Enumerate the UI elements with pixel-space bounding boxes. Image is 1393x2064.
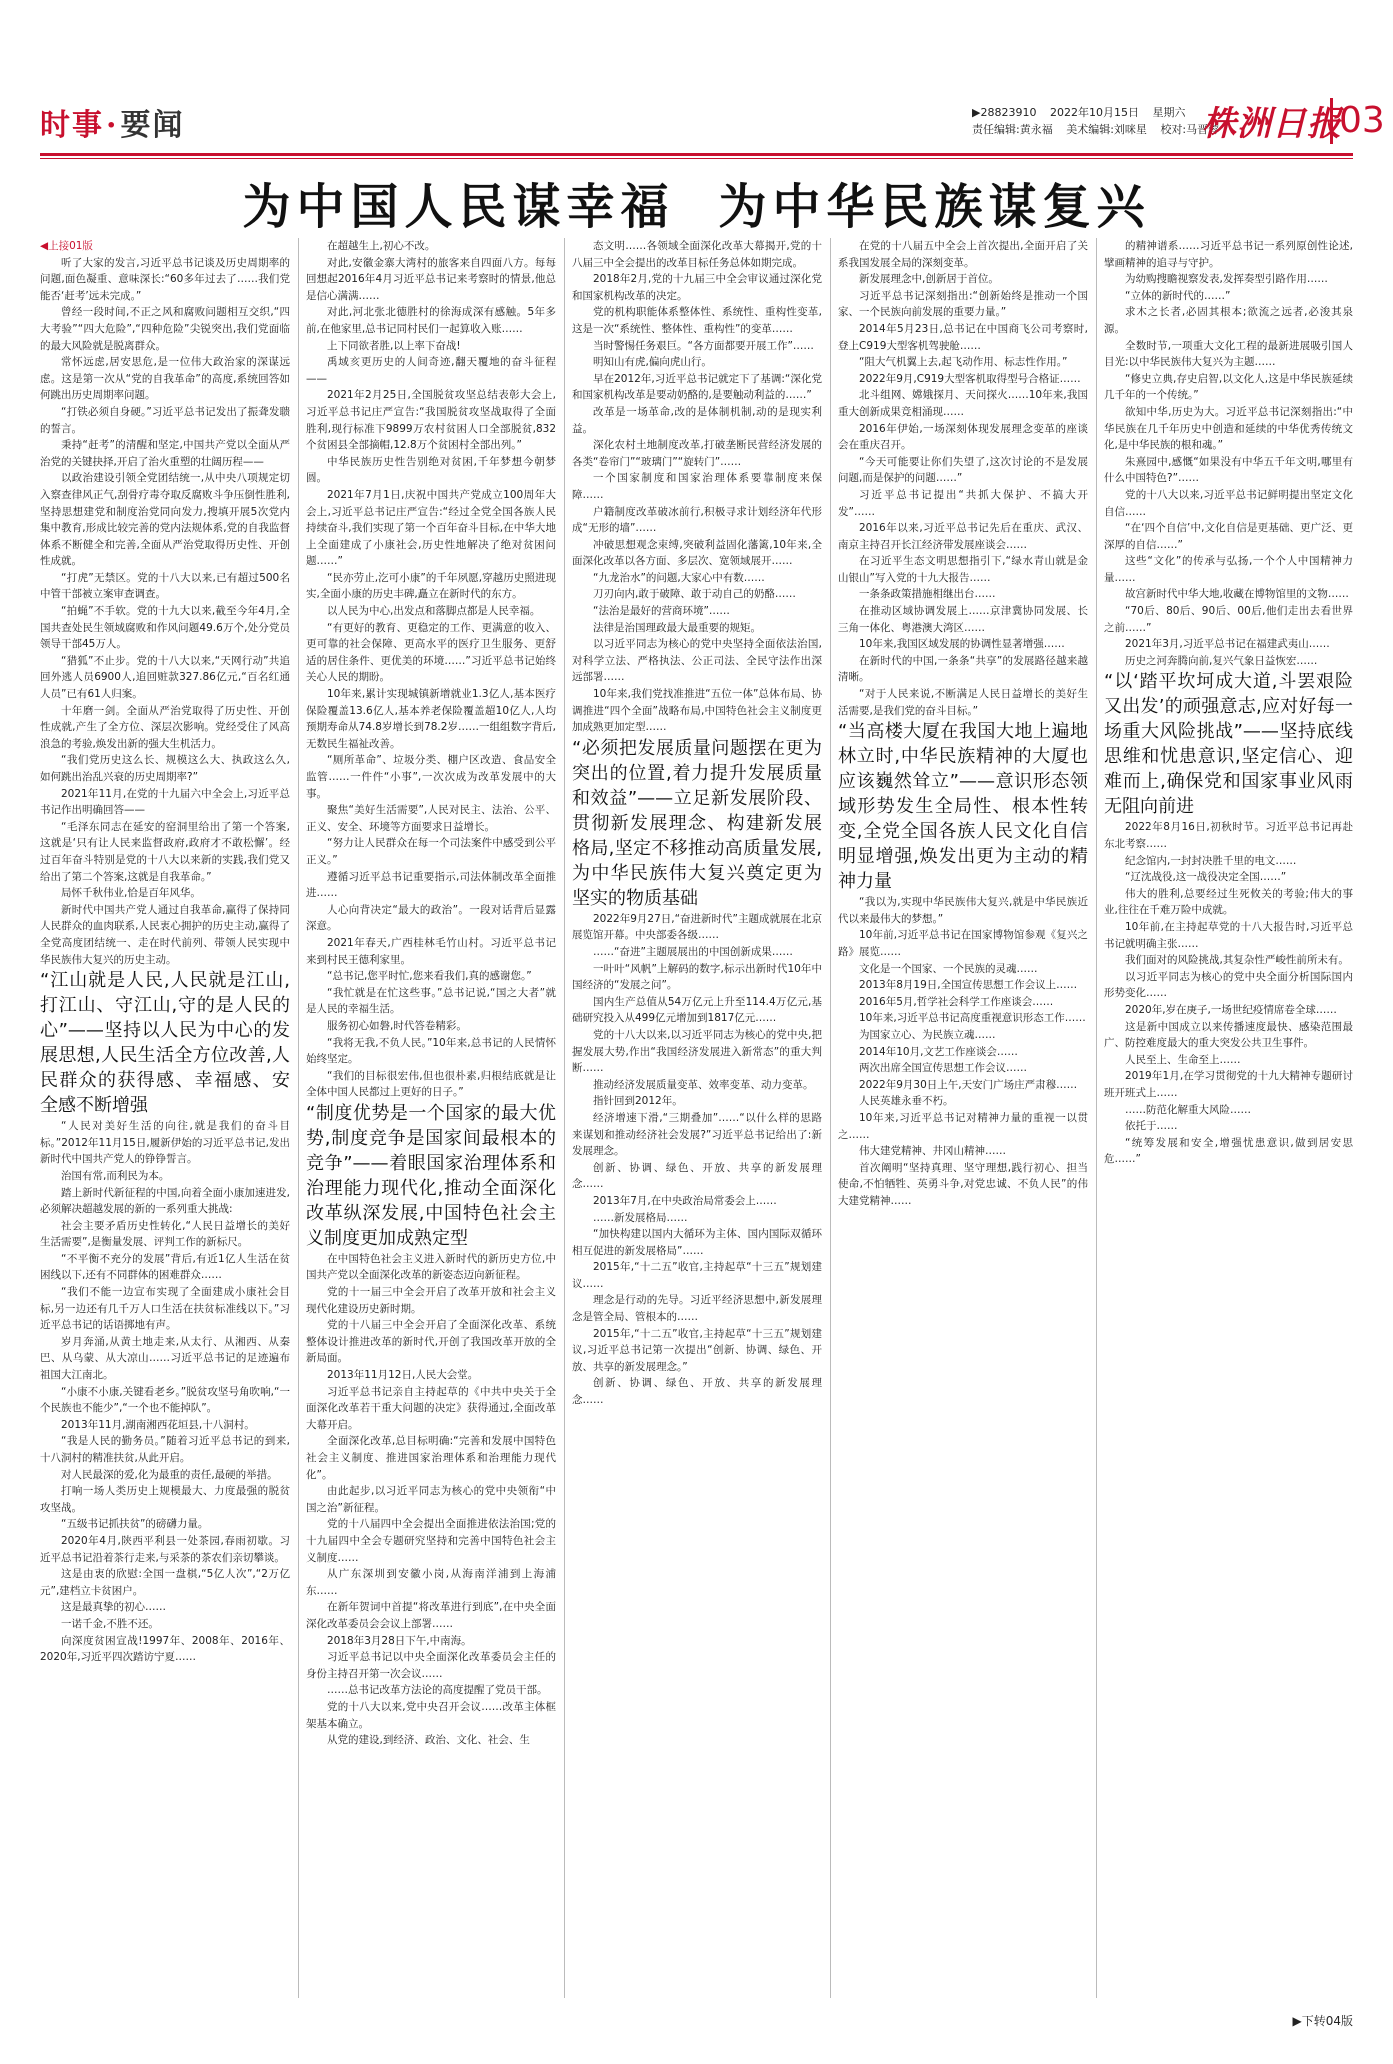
column-5 bbox=[1104, 238, 1353, 1998]
article-paragraph: 2014年5月23日,总书记在中国商飞公司考察时,登上C919大型客机驾驶舱…… bbox=[838, 322, 1088, 352]
article-paragraph: 文化是一个国家、一个民族的灵魂…… bbox=[859, 962, 1038, 975]
header-rule-thin bbox=[40, 158, 1353, 159]
article-paragraph: 当时警惕任务艰巨。“各方面都要开展工作”…… bbox=[593, 339, 814, 352]
column-1 bbox=[40, 238, 290, 1998]
article-paragraph: ……“奋进”主题展展出的中国创新成果…… bbox=[593, 946, 793, 958]
article-paragraph: 户籍制度改革破冰前行,积极寻求计划经济年代形成“无形的墙”…… bbox=[572, 505, 822, 535]
article-paragraph: 2018年2月,党的十九届三中全会审议通过深化党和国家机构改革的决定。 bbox=[572, 273, 822, 302]
article-paragraph: 服务初心如磐,时代答卷精彩。 bbox=[327, 1019, 467, 1032]
article-paragraph: “九龙治水”的问题,大家心中有数…… bbox=[593, 571, 765, 584]
section-title bbox=[40, 100, 184, 144]
article-paragraph: 2020年,岁在庚子,一场世纪疫情席卷全球…… bbox=[1125, 1003, 1337, 1016]
article-paragraph: 曾经一段时间,不正之风和腐败问题相互交织,“四大考验”“四大危险”,“四种危险”尖锐突出,我们党面临的最大风险就是脱离群众。 bbox=[40, 306, 290, 352]
designer: 美术编辑:刘咪星 bbox=[1066, 123, 1147, 136]
article-paragraph: 态文明……各领域全面深化改革大幕揭开,党的十八届三中全会提出的改革目标任务总体如期完成。 bbox=[572, 240, 822, 269]
article-paragraph: 踏上新时代新征程的中国,向着全面小康加速进发,必须解决超越发展的新的一系列重大挑战: bbox=[40, 1186, 290, 1216]
article-paragraph: 遵循习近平总书记重要指示,司法体制改革全面推进…… bbox=[306, 870, 556, 900]
article-paragraph: 上下同欲者胜,以上率下奋战! bbox=[327, 339, 461, 352]
article-paragraph: 向深度贫困宣战!1997年、2008年、2016年、2020年,习近平四次踏访宁夏…… bbox=[40, 1634, 290, 1664]
column-2 bbox=[306, 238, 556, 1998]
article-paragraph: 禹域亥更历史的人间奇迹,翻天覆地的奋斗征程—— bbox=[306, 356, 556, 385]
section-name: 时事 bbox=[40, 108, 104, 143]
article-paragraph: “打铁必须自身硬。”习近平总书记发出了振聋发聩的誓言。 bbox=[40, 405, 290, 435]
section-subheading: “制度优势是一个国家的最大优势,制度竞争是国家间最根本的竞争”——着眼国家治理体系和治理能力现代化,推动全面深化改革纵深发展,中国特色社会主义制度更加成熟定型 bbox=[306, 1102, 556, 1249]
headline-left: 为中国人民谋幸福 bbox=[242, 179, 675, 235]
article-paragraph: 由此起步,以习近平同志为核心的党中央领衔“中国之治”新征程。 bbox=[306, 1485, 556, 1514]
article-paragraph: 冲破思想观念束缚,突破利益固化藩篱,10年来,全面深化改革以各方面、多层次、宽领域展开…… bbox=[572, 538, 822, 568]
article-paragraph: “法治是最好的营商环境”…… bbox=[593, 605, 730, 618]
article-paragraph: ……防范化解重大风险…… bbox=[1125, 1103, 1251, 1116]
article-paragraph: 习近平总书记亲自主持起草的《中共中央关于全面深化改革若干重大问题的决定》获得通过,全面改革大幕开启。 bbox=[306, 1385, 556, 1431]
article-paragraph: 党的机构职能体系整体性、系统性、重构性变革,这是一次“系统性、整体性、重构性”的变革…… bbox=[572, 306, 822, 335]
article-paragraph: 2013年11月,湖南湘西花垣县,十八洞村。 bbox=[61, 1418, 255, 1431]
article-paragraph: “人民对美好生活的向往,就是我们的奋斗目标。”2012年11月15日,履新伊始的习近平总书记,发出新时代中国共产党人的铮铮誓言。 bbox=[40, 1120, 290, 1166]
article-paragraph: 局怀千秋伟业,恰是百年风华。 bbox=[61, 887, 201, 900]
main-headline bbox=[40, 168, 1353, 237]
article-paragraph: “我是人民的勤务员。”随着习近平总书记的到来,十八洞村的精准扶贫,从此开启。 bbox=[40, 1435, 290, 1464]
article-paragraph: 人民至上、生命至上…… bbox=[1125, 1053, 1241, 1066]
article-paragraph: 为国家立心、为民族立魂…… bbox=[859, 1028, 996, 1041]
column-divider bbox=[298, 238, 299, 1998]
phone-number: ▶28823910 bbox=[972, 106, 1037, 119]
article-paragraph: 党的十八大以来,党中央召开会议……改革主体框架基本确立。 bbox=[306, 1700, 556, 1730]
weekday: 星期六 bbox=[1152, 106, 1186, 119]
article-paragraph: “努力让人民群众在每一个司法案件中感受到公平正义。” bbox=[306, 837, 556, 866]
article-paragraph: 党的十八大以来,习近平总书记鲜明提出坚定文化自信…… bbox=[1104, 488, 1353, 518]
article-paragraph: 打响一场人类历史上规模最大、力度最强的脱贫攻坚战。 bbox=[40, 1485, 290, 1514]
article-paragraph: 岁月奔涌,从黄土地走来,从太行、从湘西、从秦巴、从乌蒙、从大凉山……习近平总书记的足迹遍布祖国大江南北。 bbox=[40, 1335, 290, 1382]
article-paragraph: 从党的建设,到经济、政治、文化、社会、生 bbox=[327, 1734, 530, 1747]
article-paragraph: 人心向背决定“最大的政治”。一段对话背后显露深意。 bbox=[306, 903, 556, 933]
article-paragraph: 在新年贺词中首提“将改革进行到底”,在中央全面深化改革委员会会议上部署…… bbox=[306, 1601, 556, 1630]
section-sub: 要闻 bbox=[120, 108, 185, 143]
article-paragraph: 10年前,在主持起草党的十八大报告时,习近平总书记就明确主张…… bbox=[1104, 921, 1353, 950]
article-paragraph: 为幼购搜瞻视察发表,发挥奏型引路作用…… bbox=[1125, 273, 1328, 286]
article-paragraph: 2013年7月,在中央政治局常委会上…… bbox=[593, 1194, 777, 1207]
article-paragraph: 创新、协调、绿色、开放、共享的新发展理念…… bbox=[572, 1161, 822, 1191]
article-paragraph: 一诺千金,不胜不还。 bbox=[61, 1617, 159, 1630]
article-paragraph: “修史立典,存史启智,以文化人,这是中华民族延续几千年的一个传统。” bbox=[1104, 372, 1353, 402]
article-paragraph: “猎狐”不止步。党的十八大以来,“天网行动”共追回外逃人员6900人,追回赃款327.86亿元,“百名红通人员”已有61人归案。 bbox=[40, 654, 290, 701]
article-paragraph: 2018年3月28日下午,中南海。 bbox=[327, 1634, 472, 1647]
article-paragraph: 朱熹园中,感慨“如果没有中华五千年文明,哪里有什么中国特色?”…… bbox=[1104, 455, 1353, 485]
article-paragraph: “毛泽东同志在延安的窑洞里给出了第一个答案,这就是‘只有让人民来监督政府,政府才不敢松懈’。经过百年奋斗特别是党的十八大以来新的实践,我们党又给出了第二个答案,这就是自我革命。” bbox=[40, 820, 290, 883]
article-paragraph: 2016年5月,哲学社会科学工作座谈会…… bbox=[859, 995, 1054, 1008]
article-paragraph: 新发展理念中,创新居于首位。 bbox=[859, 273, 999, 286]
article-paragraph: ……新发展格局…… bbox=[593, 1211, 688, 1224]
article-paragraph: 对人民最深的爱,化为最重的责任,最硬的举措。 bbox=[61, 1468, 278, 1481]
proofreader: 校对:马晋蓉 bbox=[1160, 123, 1220, 136]
article-paragraph: “拍蝇”不手软。党的十九大以来,截至今年4月,全国共查处民生领域腐败和作风问题49.6万个,处分党员领导干部45万人。 bbox=[40, 605, 290, 651]
article-paragraph: 推动经济发展质量变革、效率变革、动力变革。 bbox=[593, 1078, 814, 1091]
article-paragraph: 2019年1月,在学习贯彻党的十九大精神专题研讨班开班式上…… bbox=[1104, 1070, 1353, 1099]
article-paragraph: 在中国特色社会主义进入新时代的新历史方位,中国共产党以全面深化改革的新姿态迈向新征程。 bbox=[306, 1252, 556, 1282]
section-subheading: “必须把发展质量问题摆在更为突出的位置,着力提升发展质量和效益”——立足新发展阶段、贯彻新发展理念、构建新发展格局,坚定不移推动高质量发展,为中华民族伟大复兴奠定更为坚实的物质基础 bbox=[572, 737, 822, 909]
article-paragraph: 在推动区域协调发展上……京津冀协同发展、长三角一体化、粤港澳大湾区…… bbox=[838, 605, 1088, 634]
article-paragraph: 中华民族历史性告别绝对贫困,千年梦想今朝梦圆。 bbox=[306, 455, 556, 485]
article-paragraph: “不平衡不充分的发展”背后,有近1亿人生活在贫困线以下,还有不同群体的困难群众…… bbox=[40, 1252, 290, 1282]
article-paragraph: 以政治建设引领全党团结统一,从中央八项规定切入察查律风正气,刮骨疗毒夺取反腐败斗争压倒性胜利,坚持思想建党和制度治党同向发力,搜填开展5次党内集中教育,形成比较完善的党内法规体系,党的自我监督体系不断健全和完善,全面从严治党取得历史性、开创性成就。 bbox=[40, 472, 290, 568]
article-paragraph: 国内生产总值从54万亿元上升至114.4万亿元,基础研究投入从499亿元增加到1817亿元…… bbox=[572, 995, 822, 1025]
article-paragraph: 对此,河北张北德胜村的徐海成深有感触。5年多前,在他家里,总书记同村民们一起算收入账…… bbox=[306, 306, 556, 335]
article-paragraph: 故宫新时代中华大地,收藏在博物馆里的文物…… bbox=[1125, 588, 1349, 601]
article-paragraph: 理念是行动的先导。习近平经济思想中,新发展理念是管全局、管根本的…… bbox=[572, 1294, 822, 1324]
article-paragraph: 我们面对的风险挑战,其复杂性严峻性前所未有。 bbox=[1125, 954, 1349, 967]
article-paragraph: “厕所革命”、垃圾分类、棚户区改造、食品安全监管……一件件“小事”,一次次成为改革发展中的大事。 bbox=[306, 754, 556, 800]
article-paragraph: 2022年9月27日,“奋进新时代”主题成就展在北京展览馆开幕。中央部委各级…… bbox=[572, 912, 822, 942]
article-paragraph: 这是由衷的欣慰:全国一盘棋,“5亿人次”,“2万亿元”,建档立卡贫困户。 bbox=[40, 1568, 290, 1597]
article-paragraph: “我们党历史这么长、规模这么大、执政这么久,如何跳出治乱兴衰的历史周期率?” bbox=[40, 754, 290, 783]
article-paragraph: 10年来,习近平总书记高度重视意识形态工作…… bbox=[859, 1012, 1086, 1025]
article-paragraph: 早在2012年,习近平总书记就定下了基调:“深化党和国家机构改革是要动奶酪的,是要触动利益的……” bbox=[572, 372, 822, 402]
article-paragraph: “我忙就是在忙这些事。”总书记说,“国之大者”就是人民的幸福生活。 bbox=[306, 986, 556, 1016]
article-paragraph: 2015年,“十二五”收官,主持起草“十三五”规划建议,习近平总书记第一次提出“创新、协调、绿色、开放、共享的新发展理念。” bbox=[572, 1327, 822, 1373]
section-subheading: “当高楼大厦在我国大地上遍地林立时,中华民族精神的大厦也应该巍然耸立”——意识形态领域形势发生全局性、根本性转变,全党全国各族人民文化自信明显增强,焕发出更为主动的精神力量 bbox=[838, 721, 1088, 893]
article-paragraph: 历史之河奔腾向前,复兴气象日益恢宏…… bbox=[1125, 654, 1318, 667]
article-paragraph: 的精神谱系……习近平总书记一系列原创性论述,擘画精神的追寻与守护。 bbox=[1104, 240, 1353, 269]
article-paragraph: 习近平总书记深刻指出:“创新始终是推动一个国家、一个民族向前发展的重要力量。” bbox=[838, 289, 1088, 319]
article-paragraph: 从广东深圳到安徽小岗,从海南洋浦到上海浦东…… bbox=[306, 1568, 556, 1597]
article-paragraph: 2021年春天,广西桂林毛竹山村。习近平总书记来到村民王德利家里。 bbox=[306, 936, 556, 966]
article-paragraph: 伟大建党精神、井冈山精神…… bbox=[859, 1145, 1006, 1158]
article-paragraph: 这些“文化”的传承与弘扬,一个个人中国精神力量…… bbox=[1104, 555, 1353, 584]
article-paragraph: 社会主要矛盾历史性转化,“人民日益增长的美好生活需要”,是衡量发展、评判工作的新标尺。 bbox=[40, 1219, 290, 1249]
article-paragraph: “有更好的教育、更稳定的工作、更满意的收入、更可靠的社会保障、更高水平的医疗卫生服务、更舒适的居住条件、更优美的环境……”习近平总书记始终关心人民的期盼。 bbox=[306, 621, 556, 684]
article-paragraph: 全面深化改革,总目标明确:“完善和发展中国特色社会主义制度、推进国家治理体系和治理能力现代化”。 bbox=[306, 1435, 556, 1481]
article-paragraph: “对于人民来说,不断满足人民日益增长的美好生活需要,是我们党的奋斗目标。” bbox=[838, 688, 1088, 717]
article-paragraph: 法律是治国理政最大最重要的规矩。 bbox=[593, 621, 761, 634]
section-subheading: “以‘踏平坎坷成大道,斗罢艰险又出发’的顽强意志,应对好每一场重大风险挑战”——坚持底线思维和忧患意识,坚定信心、迎难而上,确保党和国家事业风雨无阻向前进 bbox=[1104, 671, 1353, 818]
article-paragraph: “我们的目标很宏伟,但也很朴素,归根结底就是让全体中国人民都过上更好的日子。” bbox=[306, 1069, 556, 1099]
article-paragraph: 十年磨一剑。全面从严治党取得了历史性、开创性成就,产生了全方位、深层次影响。党经受住了风高浪急的考验,焕发出新的强大生机活力。 bbox=[40, 704, 290, 750]
article-paragraph: 全数时节,一项重大文化工程的最新进展吸引国人目光:以中华民族伟大复兴为主题…… bbox=[1104, 339, 1353, 369]
article-paragraph: 欲知中华,历史为大。习近平总书记深刻指出:“中华民族在几千年历史中创造和延续的中华优秀传统文化,是中华民族的根和魂。” bbox=[1104, 405, 1353, 452]
article-paragraph: 10年前,习近平总书记在国家博物馆参观《复兴之路》展览…… bbox=[838, 929, 1088, 958]
page-header bbox=[40, 96, 1385, 152]
article-paragraph: 2021年7月1日,庆祝中国共产党成立100周年大会上,习近平总书记庄严宣告:“经过全党全国各族人民持续奋斗,我们实现了第一个百年奋斗目标,在中华大地上全面建成了小康社会,历史性地解决了绝对贫困问题……” bbox=[306, 488, 556, 568]
continuation-note: ▶下转04版 bbox=[1292, 2014, 1353, 2028]
article-paragraph: 2021年3月,习近平总书记在福建武夷山…… bbox=[1125, 638, 1330, 651]
article-paragraph: 指针回到2012年。 bbox=[593, 1095, 683, 1108]
issue-date: 2022年10月15日 bbox=[1049, 106, 1139, 119]
article-paragraph: 以习近平同志为核心的党中央坚持全面依法治国,对科学立法、严格执法、公正司法、全民守法作出深远部署…… bbox=[572, 638, 822, 684]
article-paragraph: 党的十八大以来,以习近平同志为核心的党中央,把握发展大势,作出“我国经济发展进入新常态”的重大判断…… bbox=[572, 1028, 822, 1075]
article-paragraph: 新时代中国共产党人通过自我革命,赢得了保持同人民群众的血肉联系,人民衷心拥护的历史主动,赢得了全党高度团结统一、走在时代前列、带领人民实现中华民族伟大复兴的历史主动。 bbox=[40, 903, 290, 966]
article-paragraph: 2014年10月,文艺工作座谈会…… bbox=[859, 1045, 1018, 1058]
article-paragraph: 2016年伊始,一场深刻体现发展理念变革的座谈会在重庆召开。 bbox=[838, 422, 1088, 452]
article-paragraph: 10年来,我们党找准推进“五位一体”总体布局、协调推进“四个全面”战略布局,中国特色社会主义制度更加成熟更加定型…… bbox=[572, 688, 822, 734]
column-4 bbox=[838, 238, 1088, 1998]
article-paragraph: 伟大的胜利,总要经过生死攸关的考验;伟大的事业,往往在千难万险中成就。 bbox=[1104, 887, 1353, 917]
editor: 责任编辑:黄永福 bbox=[972, 123, 1053, 136]
article-paragraph: 在党的十八届五中全会上首次提出,全面开启了关系我国发展全局的深刻变革。 bbox=[838, 240, 1088, 269]
article-paragraph: 以习近平同志为核心的党中央全面分析国际国内形势变化…… bbox=[1104, 970, 1353, 1000]
article-paragraph: “我以为,实现中华民族伟大复兴,就是中华民族近代以来最伟大的梦想。” bbox=[838, 896, 1088, 925]
article-paragraph: 创新、协调、绿色、开放、共享的新发展理念…… bbox=[572, 1377, 822, 1407]
article-paragraph: 习近平总书记提出“共抓大保护、不搞大开发”…… bbox=[838, 488, 1088, 518]
article-paragraph: 刀刃向内,敢于破障、敢于动自己的奶酪…… bbox=[593, 588, 796, 601]
article-paragraph: 一条条政策措施相继出台…… bbox=[859, 588, 996, 601]
header-rule bbox=[40, 153, 1353, 156]
article-paragraph: 听了大家的发言,习近平总书记谈及历史周期率的问题,面色凝重、意味深长:“60多年过去了……我们党能否‘赶考’远未完成。” bbox=[40, 256, 290, 302]
article-paragraph: 依托于…… bbox=[1125, 1120, 1178, 1133]
page-number: 03 bbox=[1330, 98, 1385, 144]
article-paragraph: 人民英雄永垂不朽。 bbox=[859, 1095, 954, 1108]
article-paragraph: 明知山有虎,偏向虎山行。 bbox=[593, 356, 712, 369]
article-paragraph: 一叶叶“风帆”上解码的数字,标示出新时代10年中国经济的“发展之问”。 bbox=[572, 962, 822, 992]
column-divider bbox=[564, 238, 565, 1998]
article-paragraph: 纪念馆内,一封封决胜千里的电文…… bbox=[1125, 854, 1297, 867]
article-paragraph: 聚焦“美好生活需要”,人民对民主、法治、公平、正义、安全、环境等方面要求日益增长。 bbox=[306, 804, 556, 833]
article-paragraph: 常怀远虑,居安思危,是一位伟大政治家的深谋远虑。这是第一次从“党的自我革命”的高度,系统回答如何跳出历史周期率问题。 bbox=[40, 356, 290, 402]
article-paragraph: 党的十八届四中全会提出全面推进依法治国;党的十九届四中全会专题研究坚持和完善中国特色社会主义制度…… bbox=[306, 1518, 556, 1564]
article-paragraph: “70后、80后、90后、00后,他们走出去看世界之前……” bbox=[1104, 605, 1353, 634]
article-paragraph: 2020年4月,陕西平利县一处茶园,春雨初歇。习近平总书记沿着茶行走来,与采茶的茶农们亲切攀谈。 bbox=[40, 1534, 290, 1564]
article-paragraph: 改革是一场革命,改的是体制机制,动的是现实利益。 bbox=[572, 405, 822, 435]
column-3 bbox=[572, 238, 822, 1998]
article-paragraph: “我将无我,不负人民。”10年来,总书记的人民情怀始终坚定。 bbox=[306, 1036, 556, 1066]
article-paragraph: 10年来,习近平总书记对精神力量的重视一以贯之…… bbox=[838, 1111, 1088, 1141]
article-paragraph: 党的十八届三中全会开启了全面深化改革、系统整体设计推进改革的新时代,开创了我国改革开放的全新局面。 bbox=[306, 1319, 556, 1365]
article-paragraph: 2016年以来,习近平总书记先后在重庆、武汉、南京主持召开长江经济带发展座谈会…… bbox=[838, 522, 1088, 551]
article-paragraph: 在新时代的中国,一条条“共享”的发展路径越来越清晰。 bbox=[838, 654, 1088, 684]
section-subheading: “江山就是人民,人民就是江山,打江山、守江山,守的是人民的心”——坚持以人民为中心的发展思想,人民生活全方位改善,人民群众的获得感、幸福感、安全感不断增强 bbox=[40, 970, 290, 1117]
article-paragraph: 一个国家制度和国家治理体系要靠制度来保障…… bbox=[572, 472, 822, 501]
article-paragraph: “打虎”无禁区。党的十八大以来,已有超过500名中管干部被立案审查调查。 bbox=[40, 571, 290, 601]
article-paragraph: 2015年,“十二五”收官,主持起草“十三五”规划建议…… bbox=[572, 1261, 822, 1290]
article-paragraph: 2013年8月19日,全国宣传思想工作会议上…… bbox=[859, 979, 1078, 992]
column-divider bbox=[1096, 238, 1097, 1998]
article-paragraph: 10年来,累计实现城镇新增就业1.3亿人,基本医疗保险覆盖13.6亿人,基本养老保险覆盖超10亿人,人均预期寿命从74.8岁增长到78.2岁……一组组数字背后,无数民生福祉改善。 bbox=[306, 688, 556, 750]
section-dot: · bbox=[106, 108, 119, 143]
article-paragraph: 这是最真挚的初心…… bbox=[61, 1601, 166, 1614]
article-paragraph: 党的十一届三中全会开启了改革开放和社会主义现代化建设历史新时期。 bbox=[306, 1286, 556, 1315]
article-paragraph: 2021年11月,在党的十九届六中全会上,习近平总书记作出明确回答—— bbox=[40, 787, 290, 817]
article-paragraph: “辽沈战役,这一战役决定全国……” bbox=[1125, 871, 1287, 884]
article-paragraph: 秉持“赶考”的清醒和坚定,中国共产党以全面从严治党的关键抉择,开启了治火重塑的壮阔历程—— bbox=[40, 439, 290, 468]
article-paragraph: “五级书记抓扶贫”的磅礴力量。 bbox=[61, 1518, 209, 1531]
article-paragraph: “统筹发展和安全,增强忧患意识,做到居安思危……” bbox=[1104, 1136, 1353, 1166]
article-paragraph: 2013年11月12日,人民大会堂。 bbox=[327, 1369, 479, 1382]
article-paragraph: “今天可能要让你们失望了,这次讨论的不是发展问题,而是保护的问题……” bbox=[838, 455, 1088, 485]
article-paragraph: 2022年8月16日,初秋时节。习近平总书记再赴东北考察…… bbox=[1104, 821, 1353, 851]
article-paragraph: 2022年9月30日上午,天安门广场庄严肃穆…… bbox=[859, 1078, 1078, 1091]
article-paragraph: “总书记,您平时忙,您来看我们,真的感谢您。” bbox=[327, 970, 532, 983]
article-paragraph: 2021年2月25日,全国脱贫攻坚总结表彰大会上,习近平总书记庄严宣告:“我国脱贫攻坚战取得了全面胜利,现行标准下9899万农村贫困人口全部脱贫,832个贫困县全部摘帽,12.8万个贫困村全部出列。” bbox=[306, 389, 556, 452]
article-paragraph: “在‘四个自信’中,文化自信是更基础、更广泛、更深厚的自信……” bbox=[1104, 522, 1353, 551]
article-paragraph: 在习近平生态文明思想指引下,“绿水青山就是金山银山”写入党的十九大报告…… bbox=[838, 555, 1088, 584]
article-paragraph: 北斗组网、嫦娥探月、天问探火……10年来,我国重大创新成果竞相涌现…… bbox=[838, 389, 1088, 418]
article-paragraph: 习近平总书记以中央全面深化改革委员会主任的身份主持召开第一次会议…… bbox=[306, 1651, 556, 1680]
article-paragraph: “阻大气机翼上去,起飞动作用、标志性作用。” bbox=[859, 356, 1068, 369]
article-paragraph: 首次阐明“坚持真理、坚守理想,践行初心、担当使命,不怕牺牲、英勇斗争,对党忠诚、不负人民”的伟大建党精神…… bbox=[838, 1161, 1088, 1207]
article-paragraph: “民亦劳止,汔可小康”的千年夙愿,穿越历史照进现实,全面小康的历史丰碑,矗立在新时代的东方。 bbox=[306, 571, 556, 601]
article-paragraph: ……总书记改革方法论的高度提醒了党员干部。 bbox=[327, 1684, 548, 1697]
article-paragraph: 10年来,我国区域发展的协调性显著增强…… bbox=[859, 638, 1065, 651]
article-paragraph: 经济增速下滑,“三期叠加”……“以什么样的思路来谋划和推动经济社会发展?”习近平总书记给出了:新发展理念。 bbox=[572, 1111, 822, 1158]
newspaper-masthead: 株洲日报 bbox=[1202, 104, 1342, 144]
article-paragraph: 2022年9月,C919大型客机取得型号合格证…… bbox=[859, 372, 1081, 385]
article-paragraph: 在超越生上,初心不改。 bbox=[327, 240, 436, 252]
article-paragraph: 深化农村土地制度改革,打破垄断民营经济发展的各类“卷帘门”“玻璃门”“旋转门”…… bbox=[572, 439, 822, 468]
headline-right: 为中华民族谋复兴 bbox=[718, 179, 1151, 235]
continuation-from: ◀上接01版 bbox=[40, 240, 93, 252]
article-paragraph: 治国有常,而利民为本。 bbox=[61, 1169, 170, 1182]
article-paragraph: “立体的新时代的……” bbox=[1125, 289, 1231, 302]
article-paragraph: 对此,安徽金寨大湾村的旅客来自四面八方。每每回想起2016年4月习近平总书记来考察时的情景,他总是信心满满…… bbox=[306, 256, 556, 302]
article-paragraph: “我们不能一边宣布实现了全面建成小康社会目标,另一边还有几千万人口生活在扶贫标准线以下。”习近平总书记的话语掷地有声。 bbox=[40, 1286, 290, 1332]
article-columns bbox=[40, 238, 1353, 1998]
article-paragraph: 两次出席全国宣传思想工作会议…… bbox=[859, 1062, 1027, 1075]
article-paragraph: “小康不小康,关键看老乡。”脱贫攻坚号角吹响,“一个民族也不能少”,“一个也不能掉队”。 bbox=[40, 1385, 290, 1415]
column-divider bbox=[830, 238, 831, 1998]
article-paragraph: 以人民为中心,出发点和落脚点都是人民幸福。 bbox=[327, 605, 541, 618]
article-paragraph: 这是新中国成立以来传播速度最快、感染范围最广、防控难度最大的重大突发公共卫生事件。 bbox=[1104, 1020, 1353, 1050]
article-paragraph: 求木之长者,必固其根本;欲流之远者,必浚其泉源。 bbox=[1104, 306, 1353, 335]
article-paragraph: “加快构建以国内大循环为主体、国内国际双循环相互促进的新发展格局”…… bbox=[572, 1228, 822, 1257]
